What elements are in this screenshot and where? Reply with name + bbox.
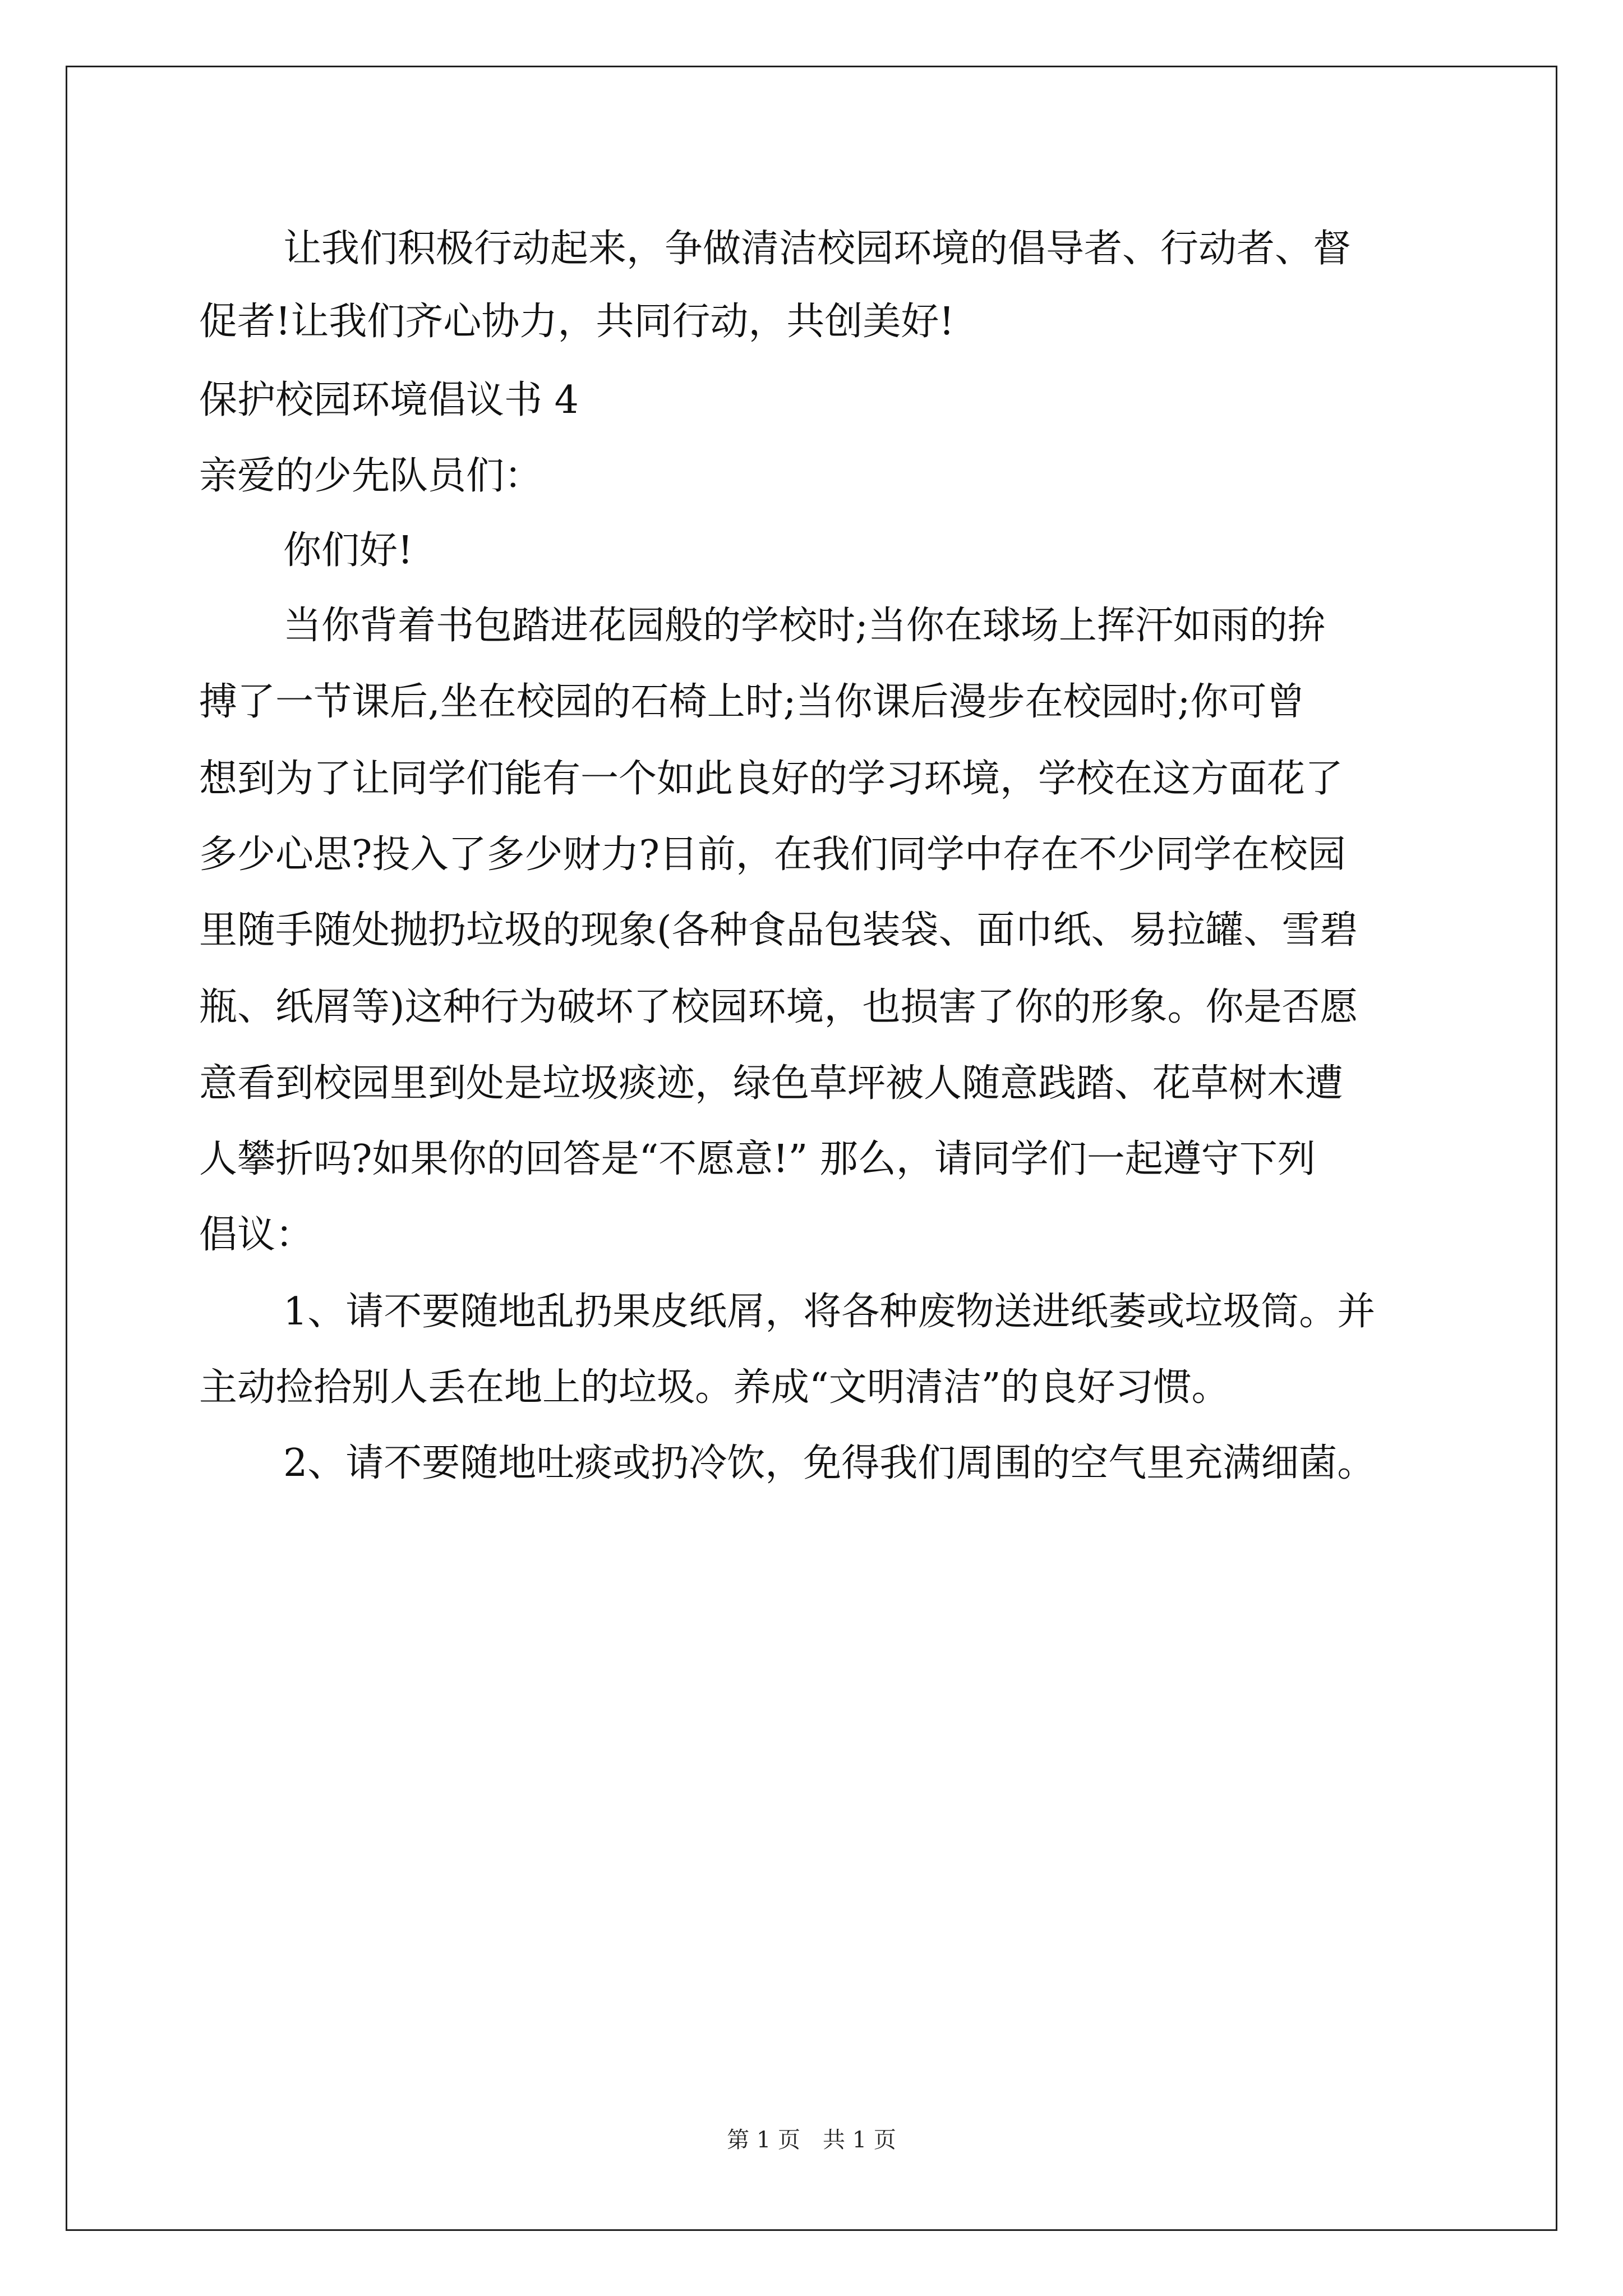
paragraph-line: 当你背着书包踏进花园般的学校时;当你在球场上挥汗如雨的拚 (283, 604, 1326, 648)
paragraph-line: 人攀折吗?如果你的回答是“不愿意!” 那么，请同学们一起遵守下列 (199, 1137, 1316, 1181)
paragraph-line: 倡议： (199, 1213, 314, 1257)
paragraph-line: 意看到校园里到处是垃圾痰迹，绿色草坪被人随意践踏、花草树木遭 (199, 1061, 1344, 1106)
salutation: 亲爱的少先队员们： (199, 454, 543, 498)
paragraph-line: 多少心思?投入了多少财力?目前，在我们同学中存在不少同学在校园 (199, 832, 1346, 877)
greeting: 你们好! (283, 528, 413, 573)
paragraph-line: 里随手随处抛扔垃圾的现象(各种食品包装袋、面巾纸、易拉罐、雪碧 (199, 908, 1358, 953)
paragraph-line: 搏了一节课后,坐在校园的石椅上时;当你课后漫步在校园时;你可曾 (199, 680, 1305, 724)
paragraph-line: 2、请不要随地吐痰或扔冷饮，免得我们周围的空气里充满细菌。 (283, 1441, 1376, 1485)
paragraph-line: 促者!让我们齐心协力，共同行动，共创美好! (199, 300, 955, 344)
paragraph-line: 想到为了让同学们能有一个如此良好的学习环境，学校在这方面花了 (199, 757, 1344, 801)
paragraph-line: 1、请不要随地乱扔果皮纸屑，将各种废物送进纸萎或垃圾筒。并 (283, 1290, 1376, 1334)
page-number: 第 1 页 共 1 页 (727, 2127, 896, 2153)
paragraph-line: 主动捡拾别人丢在地上的垃圾。养成“文明清洁”的良好习惯。 (199, 1365, 1230, 1410)
paragraph-line: 瓶、纸屑等)这种行为破坏了校园环境，也损害了你的形象。你是否愿 (199, 985, 1358, 1029)
paragraph-line: 让我们积极行动起来，争做清洁校园环境的倡导者、行动者、督 (283, 227, 1352, 271)
section-title: 保护校园环境倡议书 4 (199, 378, 579, 422)
